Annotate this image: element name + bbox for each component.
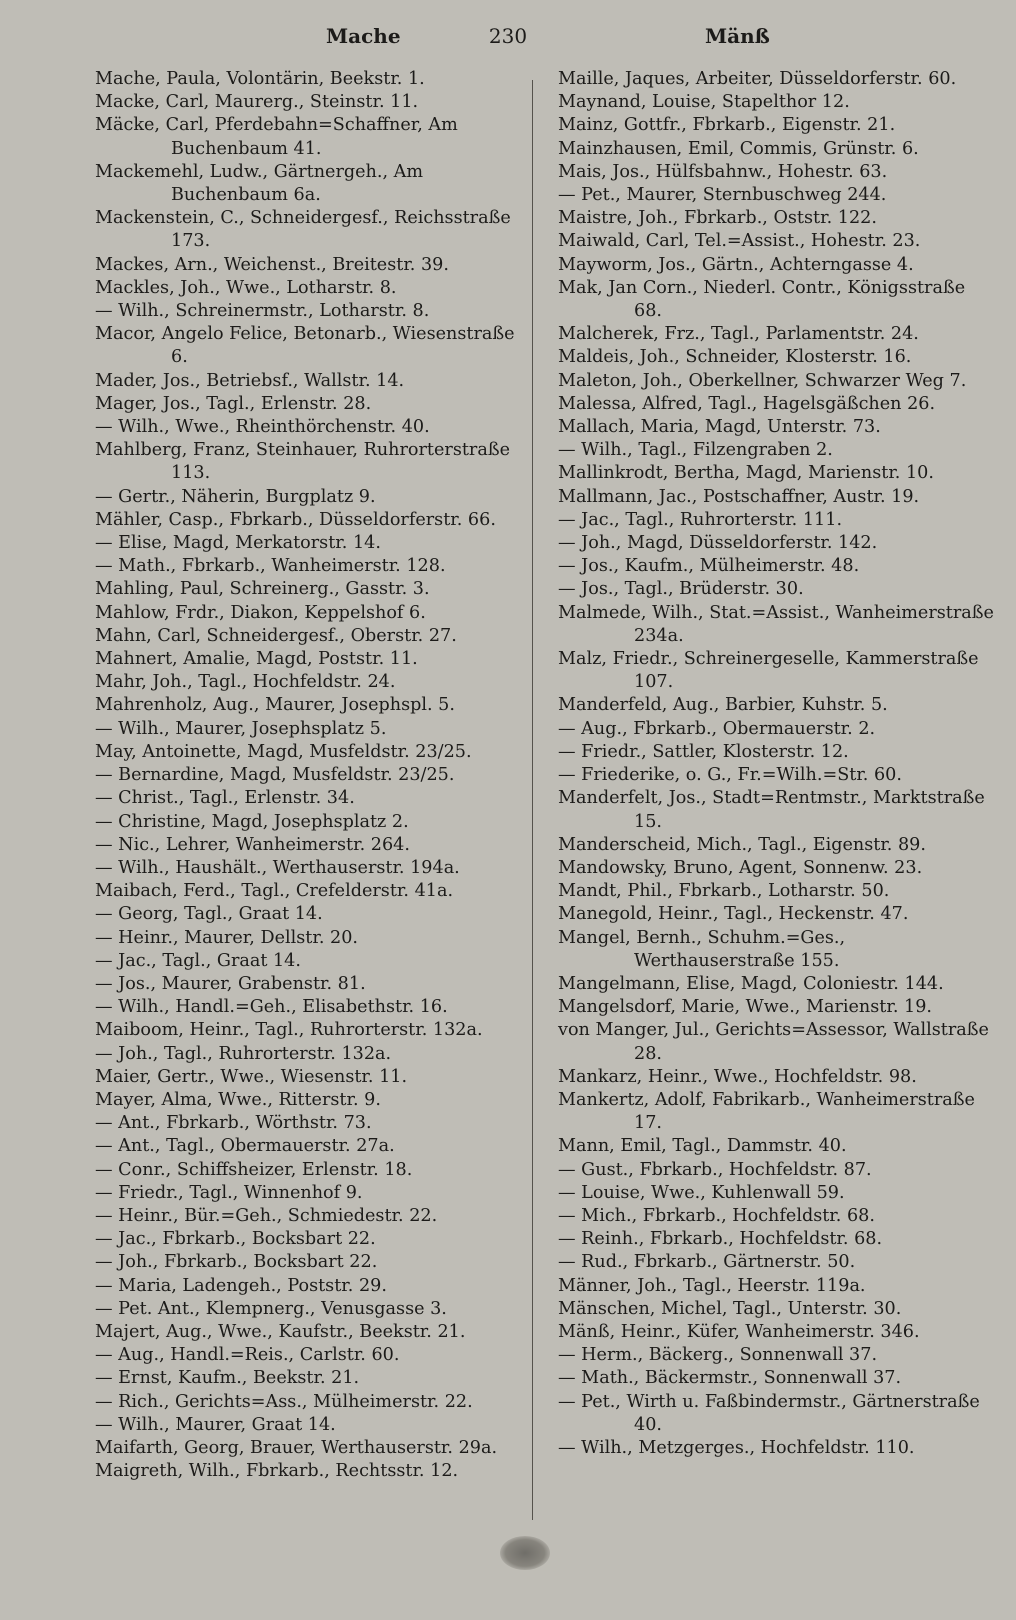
directory-entry: Mader, Jos., Betriebsf., Wallstr. 14. [95,370,405,391]
directory-entry: — Wilh., Metzgerges., Hochfeldstr. 110. [558,1437,915,1458]
directory-entry: — Wilh., Haushält., Werthauserstr. 194a. [95,857,460,878]
directory-entry: Maier, Gertr., Wwe., Wiesenstr. 11. [95,1066,408,1087]
directory-entry: — Pet., Wirth u. Faßbindermstr., Gärtnerstraße 40. [558,1391,980,1435]
directory-entry: von Manger, Jul., Gerichts=Assessor, Wallstraße 28. [558,1020,989,1064]
directory-entry: Mäcke, Carl, Pferdebahn=Schaffner, Am Buchenbaum 41. [95,115,458,159]
directory-entry: — Ant., Fbrkarb., Wörthstr. 73. [95,1113,372,1134]
directory-entry: Mayworm, Jos., Gärtn., Achterngasse 4. [558,254,914,275]
directory-entry: Maille, Jaques, Arbeiter, Düsseldorferstr. 60. [558,69,957,89]
directory-entry: Maynand, Louise, Stapelthor 12. [558,92,850,113]
directory-entry: — Heinr., Maurer, Dellstr. 20. [95,927,358,948]
directory-entry: Mache, Paula, Volontärin, Beekstr. 1. [95,69,425,89]
directory-entry: — Friedr., Tagl., Winnenhof 9. [95,1182,363,1203]
directory-entry: Mandowsky, Bruno, Agent, Sonnenw. 23. [558,857,923,878]
directory-entry: — Wilh., Wwe., Rheinthörchenstr. 40. [95,417,430,438]
directory-entry: — Louise, Wwe., Kuhlenwall 59. [558,1182,845,1203]
directory-entry: — Georg, Tagl., Graat 14. [95,904,323,925]
directory-entry: — Wilh., Maurer, Josephsplatz 5. [95,718,387,739]
directory-entry: Maiboom, Heinr., Tagl., Ruhrorterstr. 132a. [95,1020,483,1041]
directory-entry: Mahr, Joh., Tagl., Hochfeldstr. 24. [95,672,396,693]
directory-entry: — Rich., Gerichts=Ass., Mülheimerstr. 22. [95,1391,473,1412]
left-column [95,68,531,1548]
directory-entry: Maldeis, Joh., Schneider, Klosterstr. 16. [558,347,912,368]
directory-entry: — Pet., Maurer, Sternbuschweg 244. [558,185,887,206]
directory-entry: Maiwald, Carl, Tel.=Assist., Hohestr. 23. [558,231,921,252]
page-header [0,24,1016,58]
directory-entry: Mallach, Maria, Magd, Unterstr. 73. [558,417,881,438]
directory-entry: Mangelmann, Elise, Magd, Coloniestr. 144. [558,973,944,994]
directory-entry: — Gertr., Näherin, Burgplatz 9. [95,486,376,507]
column-divider [532,80,533,1520]
directory-entry: Malessa, Alfred, Tagl., Hagelsgäßchen 26. [558,393,936,414]
directory-entry: Mahling, Paul, Schreinerg., Gasstr. 3. [95,579,430,600]
directory-entry: — Math., Fbrkarb., Wanheimerstr. 128. [95,556,446,577]
directory-entry: — Jos., Kaufm., Mülheimerstr. 48. [558,556,860,577]
directory-entry: Mankertz, Adolf, Fabrikarb., Wanheimerstraße 17. [558,1089,975,1134]
directory-entry: — Friederike, o. G., Fr.=Wilh.=Str. 60. [558,765,902,786]
directory-entry: Mahrenholz, Aug., Maurer, Josephspl. 5. [95,695,455,716]
directory-entry: — Joh., Tagl., Ruhrorterstr. 132a. [95,1043,392,1064]
directory-entry: Mayer, Alma, Wwe., Ritterstr. 9. [95,1089,381,1110]
directory-entry: Mahlow, Frdr., Diakon, Keppelshof 6. [95,602,426,623]
directory-entry: — Bernardine, Magd, Musfeldstr. 23/25. [95,765,455,786]
directory-entry: — Joh., Fbrkarb., Bocksbart 22. [95,1252,378,1273]
directory-entry: Mähler, Casp., Fbrkarb., Düsseldorferstr. 66. [95,509,496,530]
directory-entry: Mackemehl, Ludw., Gärtnergeh., Am Buchenbaum 6a. [95,161,424,206]
directory-entry: Mais, Jos., Hülfsbahnw., Hohestr. 63. [558,161,888,182]
directory-entry: Malcherek, Frz., Tagl., Parlamentstr. 24. [558,324,919,345]
directory-entry: Mangelsdorf, Marie, Wwe., Marienstr. 19. [558,997,932,1018]
directory-entry: — Jac., Tagl., Ruhrorterstr. 111. [558,509,843,530]
directory-entry: — Maria, Ladengeh., Poststr. 29. [95,1275,387,1296]
directory-entry: Macke, Carl, Maurerg., Steinstr. 11. [95,92,419,113]
right-column [558,68,996,1548]
directory-entry: — Aug., Handl.=Reis., Carlstr. 60. [95,1345,400,1366]
directory-entry: — Jos., Tagl., Brüderstr. 30. [558,579,804,600]
directory-entry: — Aug., Fbrkarb., Obermauerstr. 2. [558,718,876,739]
directory-entry: Mallinkrodt, Bertha, Magd, Marienstr. 10. [558,463,934,484]
page-number: 230 [488,24,528,48]
directory-entry: Mainz, Gottfr., Fbrkarb., Eigenstr. 21. [558,115,896,136]
directory-entry: — Jac., Fbrkarb., Bocksbart 22. [95,1229,376,1250]
directory-entry: Mahn, Carl, Schneidergesf., Oberstr. 27. [95,625,457,646]
directory-entry: Mallmann, Jac., Postschaffner, Austr. 19. [558,486,920,507]
directory-entry: Mahnert, Amalie, Magd, Poststr. 11. [95,649,418,670]
directory-entry: Mainzhausen, Emil, Commis, Grünstr. 6. [558,138,919,159]
directory-entry: — Jac., Tagl., Graat 14. [95,950,301,971]
directory-entry: — Gust., Fbrkarb., Hochfeldstr. 87. [558,1159,872,1180]
directory-entry: — Ant., Tagl., Obermauerstr. 27a. [95,1136,395,1157]
directory-entry: Maleton, Joh., Oberkellner, Schwarzer Weg 7. [558,370,967,391]
directory-entry: Manegold, Heinr., Tagl., Heckenstr. 47. [558,904,909,925]
directory-entry: Mak, Jan Corn., Niederl. Contr., Königsstraße 68. [558,277,966,322]
directory-entry: Majert, Aug., Wwe., Kaufstr., Beekstr. 21. [95,1321,466,1342]
directory-entry: Macor, Angelo Felice, Betonarb., Wiesenstraße 6. [95,324,515,368]
directory-entry: — Herm., Bäckerg., Sonnenwall 37. [558,1345,878,1366]
header-right-keyword: Mänß [705,24,770,48]
directory-entry: — Ernst, Kaufm., Beekstr. 21. [95,1368,360,1389]
directory-entry: Manderfeld, Aug., Barbier, Kuhstr. 5. [558,695,888,716]
directory-entry: — Wilh., Tagl., Filzengraben 2. [558,440,833,461]
directory-entry: — Nic., Lehrer, Wanheimerstr. 264. [95,834,410,855]
directory-entry: — Joh., Magd, Düsseldorferstr. 142. [558,533,878,554]
directory-entry: Mahlberg, Franz, Steinhauer, Ruhrorterstraße 113. [95,440,510,484]
directory-entry: Mackenstein, C., Schneidergesf., Reichsstraße 173. [95,208,511,252]
directory-entry: Manderfelt, Jos., Stadt=Rentmstr., Marktstraße 15. [558,788,985,832]
directory-entry: — Wilh., Handl.=Geh., Elisabethstr. 16. [95,997,448,1018]
directory-entry: Mandt, Phil., Fbrkarb., Lotharstr. 50. [558,881,890,902]
directory-entry: Malmede, Wilh., Stat.=Assist., Wanheimerstraße 234a. [558,602,994,646]
directory-entry: Mankarz, Heinr., Wwe., Hochfeldstr. 98. [558,1066,917,1087]
directory-entry: — Jos., Maurer, Grabenstr. 81. [95,973,366,994]
directory-entry: May, Antoinette, Magd, Musfeldstr. 23/25. [95,741,472,762]
directory-entry: Mackles, Joh., Wwe., Lotharstr. 8. [95,277,397,298]
directory-entry: — Pet. Ant., Klempnerg., Venusgasse 3. [95,1298,447,1319]
directory-entry: Maistre, Joh., Fbrkarb., Oststr. 122. [558,208,877,229]
directory-entry: Malz, Friedr., Schreinergeselle, Kammerstraße 107. [558,649,979,693]
directory-entry: — Mich., Fbrkarb., Hochfeldstr. 68. [558,1205,875,1226]
directory-entry: — Heinr., Bür.=Geh., Schmiedestr. 22. [95,1205,438,1226]
directory-entry: Mangel, Bernh., Schuhm.=Ges., Werthauserstraße 155. [558,927,846,971]
directory-entry: — Elise, Magd, Merkatorstr. 14. [95,533,381,554]
directory-entry: — Wilh., Schreinermstr., Lotharstr. 8. [95,301,430,322]
directory-entry: — Math., Bäckermstr., Sonnenwall 37. [558,1368,902,1389]
directory-entry: — Conr., Schiffsheizer, Erlenstr. 18. [95,1159,413,1180]
directory-entry: Mackes, Arn., Weichenst., Breitestr. 39. [95,254,449,275]
directory-entry: — Friedr., Sattler, Klosterstr. 12. [558,741,849,762]
ink-smudge [500,1536,550,1570]
directory-entry: Mann, Emil, Tagl., Dammstr. 40. [558,1136,847,1157]
directory-entry: Mager, Jos., Tagl., Erlenstr. 28. [95,393,372,414]
directory-entry: — Christine, Magd, Josephsplatz 2. [95,811,409,832]
directory-entry: Mänschen, Michel, Tagl., Unterstr. 30. [558,1298,902,1319]
directory-entry: Maibach, Ferd., Tagl., Crefelderstr. 41a. [95,881,454,902]
directory-entry: — Christ., Tagl., Erlenstr. 34. [95,788,355,809]
directory-entry: Männer, Joh., Tagl., Heerstr. 119a. [558,1275,866,1296]
directory-entry: — Rud., Fbrkarb., Gärtnerstr. 50. [558,1252,856,1273]
directory-entry: — Reinh., Fbrkarb., Hochfeldstr. 68. [558,1229,883,1250]
directory-entry: Manderscheid, Mich., Tagl., Eigenstr. 89. [558,834,926,855]
directory-entry: — Wilh., Maurer, Graat 14. [95,1414,336,1435]
directory-entry: Maigreth, Wilh., Fbrkarb., Rechtsstr. 12. [95,1461,459,1482]
header-left-keyword: Mache [326,24,401,48]
directory-entry: Maifarth, Georg, Brauer, Werthauserstr. 29a. [95,1437,498,1458]
directory-entry: Mänß, Heinr., Küfer, Wanheimerstr. 346. [558,1321,920,1342]
